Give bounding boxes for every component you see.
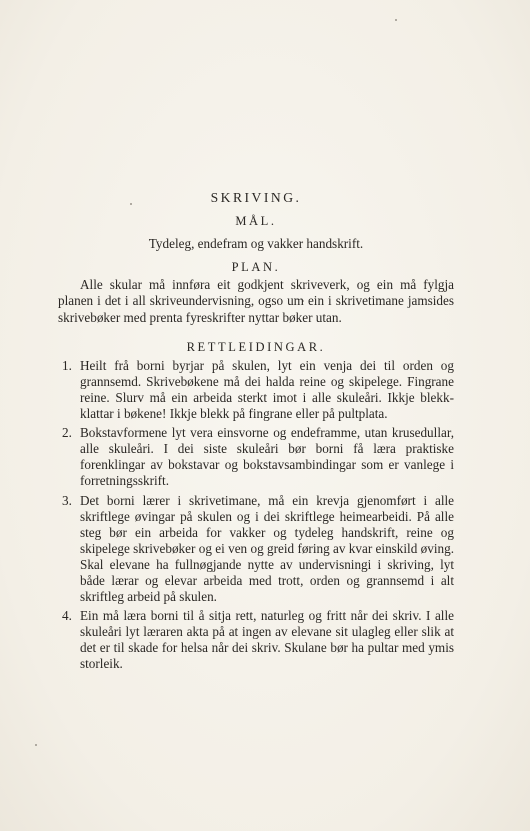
- section-heading-maal: MÅL.: [235, 214, 277, 229]
- section-heading-rettleidingar: RETTLEIDINGAR.: [186, 339, 326, 354]
- list-item: [58, 358, 454, 422]
- item-number: 4.: [62, 608, 72, 624]
- page-title: SKRIVING.: [210, 190, 302, 205]
- item-number: 2.: [62, 425, 72, 441]
- paper-speck: [35, 744, 37, 746]
- list-item: [58, 608, 454, 672]
- item-text: Heilt frå borni byrjar på skulen, lyt ein venja dei til orden og grannsemd. Skrivebøkene må dei halda reine og skipelege. Fingrane reine. Slurv må ein arbeida sterkt imot i alle skuleåri. Ikkje blekk-klattar i bøkene! Ikkje blekk på fingrane eller på pultplata.: [80, 357, 454, 422]
- paper-speck: [395, 19, 397, 21]
- plan-paragraph: Alle skular må innføra eit godkjent skriveverk, og ein må fylgja planen i det i all skriveundervisning, ogso um ein i skrivetimane jamsides skrivebøker med prenta fyreskrifter nyttar bøker utan.: [58, 277, 454, 325]
- item-text: Det borni lærer i skrivetimane, må ein krevja gjenomført i alle skriftlege øvingar på skulen og i dei skriftlege heimearbeidi. På alle steg bør ein arbeida for vakker og tydeleg handskrift, reine og skipelege skrivebøker og ei ven og greid føring av kvar einskild øving. Skal elevane ha fullnøgjande nytte av undervisningi i skriving, lyt både lærar og elevar arbeida med trott, orden og grannsemd i alt skriftleg arbeid på skulen.: [80, 492, 454, 605]
- item-text: Bokstavformene lyt vera einsvorne og endeframme, utan krusedullar, alle skuleåri. I dei siste skuleåri bør borni få læra praktiske forenklingar av bokstavar og bokstavsambindingar som er vanlege i forretningsskrift.: [80, 425, 454, 489]
- list-item: [58, 425, 454, 489]
- item-number: 1.: [62, 357, 72, 373]
- list-item: [58, 493, 454, 606]
- item-number: 3.: [62, 492, 72, 508]
- item-text: Ein må læra borni til å sitja rett, naturleg og fritt når dei skriv. I alle skuleåri lyt læraren akta på at ingen av elevane sit ulagleg eller slik at det er til skade for helsa når dei skriv. Skulane bør ha pultar med ymis storleik.: [80, 608, 454, 672]
- rettleidingar-list: [58, 358, 454, 673]
- section-heading-plan: PLAN.: [231, 260, 281, 275]
- maal-text: Tydeleg, endefram og vakker handskrift.: [148, 236, 364, 252]
- document-body: [58, 190, 454, 676]
